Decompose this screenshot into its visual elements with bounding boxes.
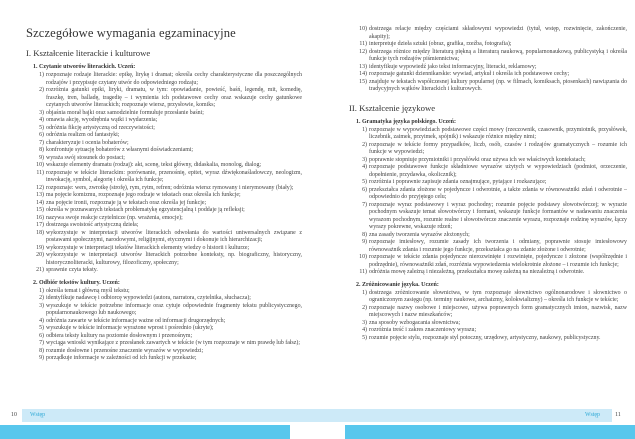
list-item [34,267,302,275]
item-number: 21) [36,267,44,273]
item-number: 3) [39,109,44,116]
item-text: identyfikuje nadawcę i odbiorcę wypowiedzi (autora, narratora, czytelnika, słuchacza); [46,295,251,301]
subsection-heading-polish-grammar: 1. Gramatyka języka polskiego. Uczeń: [356,118,456,125]
section-heading-literary-cultural: I. Kształcenie literackie i kulturowe [26,48,151,58]
list-item [34,252,302,267]
list-item [34,110,302,118]
subsection-heading-culture-texts: 2. Odbiór tekstów kultury. Uczeń: [33,279,120,286]
item-text: identyfikuje wypowiedź jako tekst informacyjny, literacki, reklamowy; [369,63,537,70]
item-text: wyraża swój stosunek do postaci; [46,154,125,161]
item-text: nazywa swoje reakcje czytelnicze (np. wrażenia, emocje); [46,214,183,221]
list-item [357,127,627,142]
item-text: rozpoznaje imiesłowy, rozumie zasady ich tworzenia i odmiany, poprawnie stosuje imiesłowowy równoważnik zdania i rozumie jego funkcje, przekształca go na zdanie złożone i odwrotnie; [369,239,627,253]
item-text: rozpoznaje w tekście zdania pojedyncze nierozwinięte i rozwinięte, pojedyncze i złożone (współrzędnie i podrzędnie), równoważniki zdań, rozróżnia wypowiedzenia wielokrotnie złożone – i rozumie ich funkcje; [369,254,627,268]
item-text: rozpoznaje nazwy osobowe i miejscowe, używa poprawnych form gramatycznych imion, nazwisk, nazw miejscowych i nazw mieszkańców; [369,304,627,318]
list-item [357,305,627,320]
item-number: 15) [359,78,367,85]
requirements-list-reading [34,72,302,275]
item-text: zna zasady tworzenia wyrazów złożonych; [369,231,470,238]
item-text: dostrzega relacje między częściami składowymi wypowiedzi (tytuł, wstęp, rozwinięcie, zakończenie, akapity); [369,26,627,40]
list-item [357,79,627,94]
item-text: rozróżnia treść i zakres znaczeniowy wyrazu; [369,327,477,333]
list-item [34,125,302,133]
item-text: określa w poznawanych tekstach problematykę egzystencjalną i poddaje ją refleksji; [46,207,245,213]
list-item [357,26,627,41]
item-text: wskazuje elementy dramatu (rodzaj): akt, scenę, tekst główny, didaskalia, monolog, dialog; [46,162,262,168]
item-number: 8) [39,347,44,354]
item-number: 10) [36,162,44,168]
subsection-heading-language-variation: 2. Zróżnicowanie języka. Uczeń: [356,281,439,288]
footer-chapter-label-left: Wstęp [30,412,46,418]
list-item [357,290,627,305]
item-number: 9) [39,355,44,361]
item-text: wyszukuje w tekście informacje wyrażone wprost i pośrednio (ukryte); [46,325,214,331]
list-item [34,117,302,125]
item-number: 2) [39,295,44,301]
footer-accent-bar-right [345,425,635,439]
item-number: 11) [359,41,367,47]
list-item [357,327,627,335]
list-item [34,72,302,87]
item-number: 1) [39,72,44,78]
list-item [34,295,302,303]
list-item [357,164,627,179]
item-text: wykorzystuje w interpretacji utworów literackich odwołania do wartości uniwersalnych związane z postawami społecznymi, narodowymi, religijnymi, etycznymi i dokonuje ich hierarchizacji; [46,229,302,243]
list-item [34,333,302,341]
item-number: 7) [39,340,44,346]
item-number: 6) [362,186,367,193]
list-item [357,202,627,232]
item-number: 4) [362,327,367,333]
item-number: 3) [362,319,367,326]
list-item [34,162,302,170]
item-number: 1) [362,126,367,133]
list-item [34,200,302,208]
list-item [357,71,627,79]
item-number: 7) [362,201,367,208]
list-item [357,187,627,202]
item-text: rozpoznaje wyraz podstawowy i wyraz pochodny; rozumie pojęcie podstawy słowotwórczej; w wyrazie pochodnym wskazuje temat słowotwórczy i formant, wskazuje funkcje formantów w nadawaniu znaczenia wyrazom pochodnym, rozumie realne i słowotwórcze znaczenie wyrazu, rozpoznaje rodzinę wyrazów, łączy wyrazy pokrewne, wskazuje rdzeń; [369,201,627,230]
item-text: dostrzega różnice między literaturą piękną a literaturą naukową, popularnonaukową, publicystyką i określa funkcje tych rodzajów piśmiennictwa; [369,48,627,62]
item-number: 5) [362,179,367,185]
list-item [34,140,302,148]
requirements-list-language-variation [357,290,627,343]
item-text: wykorzystuje w interpretacji utworów literackich potrzebne konteksty, np. biograficzny, historyczny, historycznoliteracki, kulturowy, filozoficzny, społeczny; [46,252,302,266]
item-text: przekształca zdania złożone w pojedyncze i odwrotnie, a także zdania w równoważniki zdań i odwrotnie – odpowiednio do przyjętego celu; [369,186,627,200]
item-number: 2) [39,87,44,93]
item-text: ma pojęcie komizmu, rozpoznaje jego rodzaje w tekstach oraz określa ich funkcje; [46,192,241,198]
list-item [34,155,302,163]
item-number: 8) [39,147,44,153]
item-number: 3) [362,156,367,163]
item-number: 4) [39,317,44,324]
footer-band [22,409,612,422]
item-text: odróżnia mowę zależną i niezależną, przekształca mowę zależną na niezależną i odwrotnie. [369,269,585,275]
item-number: 15) [36,207,44,213]
requirements-list-grammar [357,127,627,277]
item-text: odbiera teksty kultury na poziomie dosłownym i przenośnym; [46,332,193,339]
item-number: 18) [36,229,44,236]
item-number: 13) [359,63,367,70]
list-item [357,142,627,157]
footer-accent-bar-left [0,425,290,439]
item-text: omawia akcję, wyodrębnia wątki i wydarzenia; [46,117,158,123]
list-item [357,49,627,64]
list-item [34,207,302,215]
item-number: 1) [39,287,44,294]
item-number: 9) [362,239,367,245]
item-number: 5) [362,334,367,341]
list-item [357,269,627,277]
list-item [34,348,302,356]
list-item [34,132,302,140]
item-text: rozpoznaje rodzaje literackie: epikę, lirykę i dramat; określa cechy charakterystyczne dla poszczególnych rodzajów i przypisuje czytany utwór do odpowiedniego rodzaju; [46,72,302,86]
item-number: 3) [39,302,44,309]
list-item [34,325,302,333]
item-text: rozumie pojęcie stylu, rozpoznaje styl potoczny, urzędowy, artystyczny, naukowy, publicystyczny. [369,334,601,341]
list-item [34,355,302,363]
left-page [26,26,302,363]
item-text: charakteryzuje i ocenia bohaterów; [46,139,129,146]
list-item [34,230,302,245]
item-text: zna pojęcie ironii, rozpoznaje ją w tekstach oraz określa jej funkcje; [46,199,207,206]
item-text: znajduje w tekstach współczesnej kultury popularnej (np. w filmach, komiksach, piosenkach) nawiązania do tradycyjnych wątków literackich i kulturowych. [369,78,627,92]
item-number: 9) [39,154,44,161]
item-text: objaśnia morał bajki oraz samodzielnie formułuje przesłanie baśni; [46,109,204,116]
item-number: 11) [359,269,367,275]
item-number: 6) [39,332,44,339]
item-text: określa temat i główną myśl tekstu; [46,287,130,294]
list-item [357,157,627,165]
page-number-left: 10 [11,412,17,418]
item-text: rozpoznaje podstawowe funkcje składniowe wyrazów użytych w wypowiedziach (podmiot, orzeczenie, dopełnienie, przydawka, okolicznik); [369,164,627,178]
list-item [34,147,302,155]
item-number: 13) [36,192,44,198]
subsection-heading-reading-literary-works: 1. Czytanie utworów literackich. Uczeń: [33,64,136,70]
section-heading-language-education: II. Kształcenie językowe [349,102,436,113]
list-item [357,239,627,254]
item-text: dostrzega swoistość artystyczną dzieła; [46,222,139,228]
list-item [34,245,302,253]
item-number: 4) [39,117,44,123]
list-item [357,320,627,328]
list-item [357,232,627,240]
list-item [34,340,302,348]
item-number: 1) [362,289,367,296]
list-item [357,335,627,343]
item-text: rozpoznaje w tekście literackim: porównanie, przenośnię, epitet, wyraz dźwiękonaśladowczy, neologizm, inwokację, symbol, alegorię i określa ich funkcje; [46,169,302,183]
footer-chapter-label-right: Wstęp [584,412,600,418]
list-item [34,318,302,326]
right-page [349,26,627,342]
page-number-right: 11 [615,412,621,418]
list-item [357,64,627,72]
item-number: 12) [359,48,367,55]
item-text: rozróżnia gatunki epiki, liryki, dramatu, w tym: opowiadanie, powieść, baśń, legendę, mit, komedię, fraszkę, tren, balladę, tragedię – i wymienia ich podstawowe cechy oraz wskazuje cechy gatunkowe czytanych utworów literackich; rozpoznaje wiersz, przysłowie, komiks; [46,87,302,108]
item-number: 2) [362,141,367,148]
item-number: 6) [39,132,44,138]
list-item [34,192,302,200]
list-item [34,185,302,193]
item-text: rozpoznaje gatunki dziennikarskie: wywiad, artykuł i określa ich podstawowe cechy; [369,71,570,77]
item-text: poprawnie stopniuje przymiotniki i przysłówki oraz używa ich we właściwych kontekstach; [369,156,586,163]
item-text: rozpoznaje: wers, zwrotkę (strofę), rym, rytm, refren; odróżnia wiersz rymowany i nierymowany (biały); [46,184,294,191]
list-item [34,87,302,110]
item-number: 12) [36,184,44,191]
item-number: 2) [362,304,367,311]
item-number: 8) [362,231,367,238]
item-text: interpretuje dzieła sztuki (obraz, grafika, rzeźba, fotografia); [369,41,512,47]
list-item [34,288,302,296]
item-number: 17) [36,222,44,228]
item-number: 7) [39,139,44,146]
requirements-list-culture [34,288,302,363]
item-text: wykorzystuje w interpretacji tekstów literackich elementy wiedzy o historii i kulturze; [46,244,250,251]
item-text: odróżnia realizm od fantastyki; [46,132,120,138]
item-number: 4) [362,164,367,170]
item-text: zna sposoby wzbogacania słownictwa; [369,319,461,326]
item-number: 16) [36,214,44,221]
item-number: 5) [39,325,44,331]
item-number: 5) [39,124,44,131]
item-number: 11) [36,169,44,176]
list-item [357,254,627,269]
item-text: rozróżnia i poprawnie zapisuje zdania oznajmujące, pytające i rozkazujące; [369,179,547,185]
item-text: rozpoznaje w wypowiedziach podstawowe części mowy (rzeczownik, czasownik, przymiotnik, przysłówek, liczebnik, zaimek, przyimek, spójnik) i wskazuje różnice między nimi; [369,126,627,140]
list-item [357,41,627,49]
item-number: 19) [36,244,44,251]
item-text: odróżnia fikcję artystyczną od rzeczywistości; [46,124,155,131]
requirements-list-culture-continued [357,26,627,94]
item-number: 14) [36,199,44,206]
list-item [34,215,302,223]
list-item [357,179,627,187]
document-title: Szczegółowe wymagania egzaminacyjne [26,26,236,40]
item-text: rozumie dosłowne i przenośne znaczenie wyrazów w wypowiedzi; [46,347,204,354]
list-item [34,170,302,185]
item-text: konfrontuje sytuację bohaterów z własnymi doświadczeniami; [46,147,194,153]
list-item [34,222,302,230]
item-text: odróżnia zawarte w tekście informacje ważne od informacji drugorzędnych; [46,317,226,324]
item-text: rozpoznaje w tekście formy przypadków, liczb, osób, czasów i rodzajów gramatycznych – rozumie ich funkcje w wypowiedzi; [369,141,627,155]
item-number: 10) [359,254,367,260]
item-text: wyciąga wnioski wynikające z przesłanek zawartych w tekście (w tym rozpoznaje w nim prawdę lub fałsz); [46,340,301,346]
item-number: 10) [359,26,367,32]
item-text: dostrzega zróżnicowanie słownictwa, w tym rozpoznaje słownictwo ogólnonarodowe i słownictwo o ograniczonym zasięgu (np. terminy naukowe, archaizmy, kolokwializmy) – określa ich funkcje w tekście; [369,289,627,303]
item-text: sprawnie czyta teksty. [46,267,98,273]
list-item [34,303,302,318]
item-number: 14) [359,71,367,77]
item-text: wyszukuje w tekście potrzebne informacje oraz cytuje odpowiednie fragmenty tekstu publicystycznego, popularnonaukowego lub naukowego; [46,302,302,316]
item-number: 20) [36,252,44,258]
item-text: porządkuje informacje w zależności od ich funkcji w przekazie; [46,355,197,361]
